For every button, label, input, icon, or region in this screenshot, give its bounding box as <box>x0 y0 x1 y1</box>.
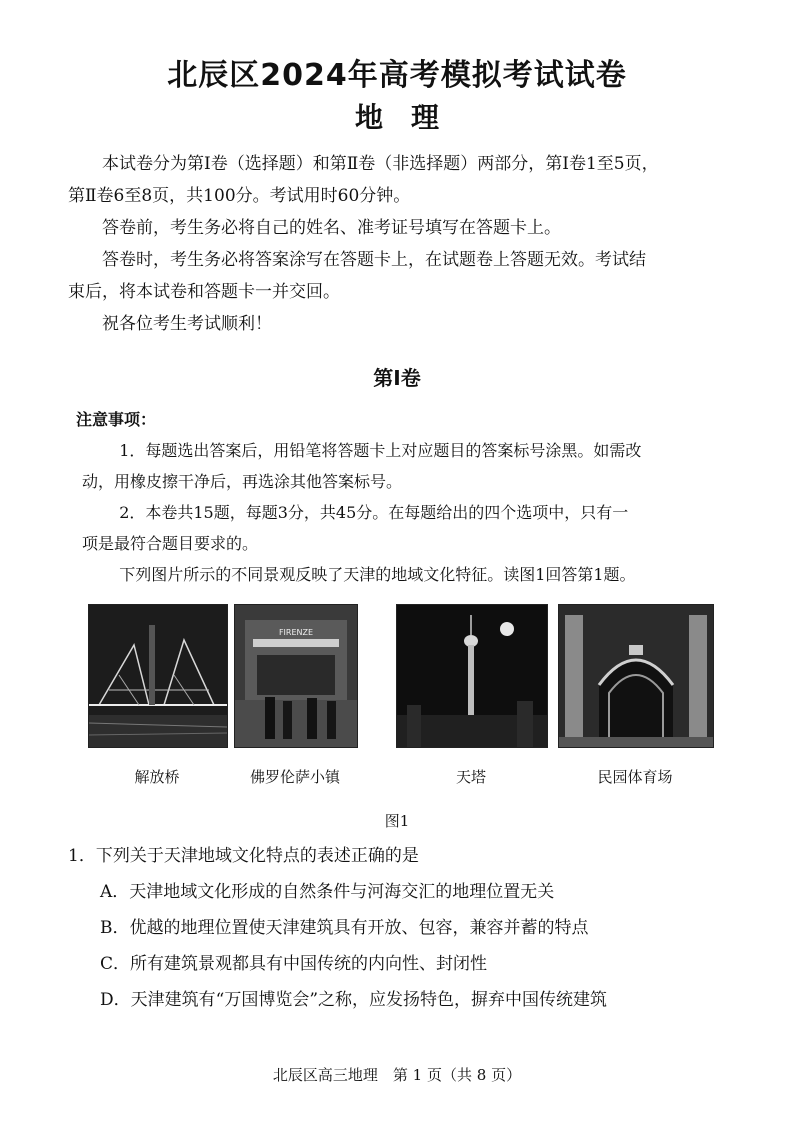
instruction-line: 答卷时，考生务必将答案涂写在答题卡上，在试题卷上答题无效。考试结 <box>102 250 646 270</box>
caption-minyuan-stadium: 民园体育场 <box>597 768 673 786</box>
option-c: C．所有建筑景观都具有中国传统的内向性、封闭性 <box>100 954 488 974</box>
note-item-1-cont: 动，用橡皮擦干净后，再选涂其他答案标号。 <box>82 472 403 491</box>
notes-heading: 注意事项： <box>76 410 157 429</box>
option-b: B．优越的地理位置使天津建筑具有开放、包容，兼容并蓄的特点 <box>100 918 589 938</box>
instruction-line: 答卷前，考生务必将自己的姓名、准考证号填写在答题卡上。 <box>102 218 561 238</box>
photo-florence-town <box>234 604 358 748</box>
question-1 <box>68 838 748 1018</box>
caption-tianjin-tower: 天塔 <box>455 768 486 786</box>
figure-1-photos <box>0 604 794 746</box>
florence-sign-text: FIRENZE <box>278 628 314 637</box>
note-item-2: 2．本卷共15题，每题3分，共45分。在每题给出的四个选项中，只有一 <box>119 503 629 522</box>
figure-lead-text: 下列图片所示的不同景观反映了天津的地域文化特征。读图1回答第1题。 <box>119 565 636 584</box>
figure-label: 图1 <box>384 812 410 830</box>
photo-tianjin-tower <box>396 604 548 748</box>
subject-title: 地理 <box>354 101 467 134</box>
photo-jiefang-bridge <box>88 604 228 748</box>
instruction-line: 束后，将本试卷和答题卡一并交回。 <box>68 282 340 302</box>
page-footer: 北辰区高三地理 第 1 页（共 8 页） <box>272 1066 522 1084</box>
instruction-line: 祝各位考生考试顺利！ <box>102 314 272 334</box>
section-title: 第Ⅰ卷 <box>373 366 421 390</box>
caption-jiefang-bridge: 解放桥 <box>134 768 180 786</box>
instruction-line: 本试卷分为第Ⅰ卷（选择题）和第Ⅱ卷（非选择题）两部分，第Ⅰ卷1至5页， <box>102 154 659 174</box>
caption-florence-town: 佛罗伦萨小镇 <box>249 768 340 786</box>
instruction-line: 第Ⅱ卷6至8页，共100分。考试用时60分钟。 <box>68 186 411 206</box>
note-item-1: 1．每题选出答案后，用铅笔将答题卡上对应题目的答案标号涂黑。如需改 <box>119 441 642 460</box>
exam-title: 北辰区2024年高考模拟考试试卷 <box>167 58 627 93</box>
option-d: D．天津建筑有“万国博览会”之称，应发扬特色，摒弃中国传统建筑 <box>100 990 608 1010</box>
photo-minyuan-stadium <box>558 604 714 748</box>
exam-instructions <box>68 148 728 340</box>
notes-block <box>76 404 726 590</box>
question-stem: 1．下列关于天津地域文化特点的表述正确的是 <box>68 846 419 866</box>
option-a: A．天津地域文化形成的自然条件与河海交汇的地理位置无关 <box>100 882 555 902</box>
note-item-2-cont: 项是最符合题目要求的。 <box>82 534 259 553</box>
